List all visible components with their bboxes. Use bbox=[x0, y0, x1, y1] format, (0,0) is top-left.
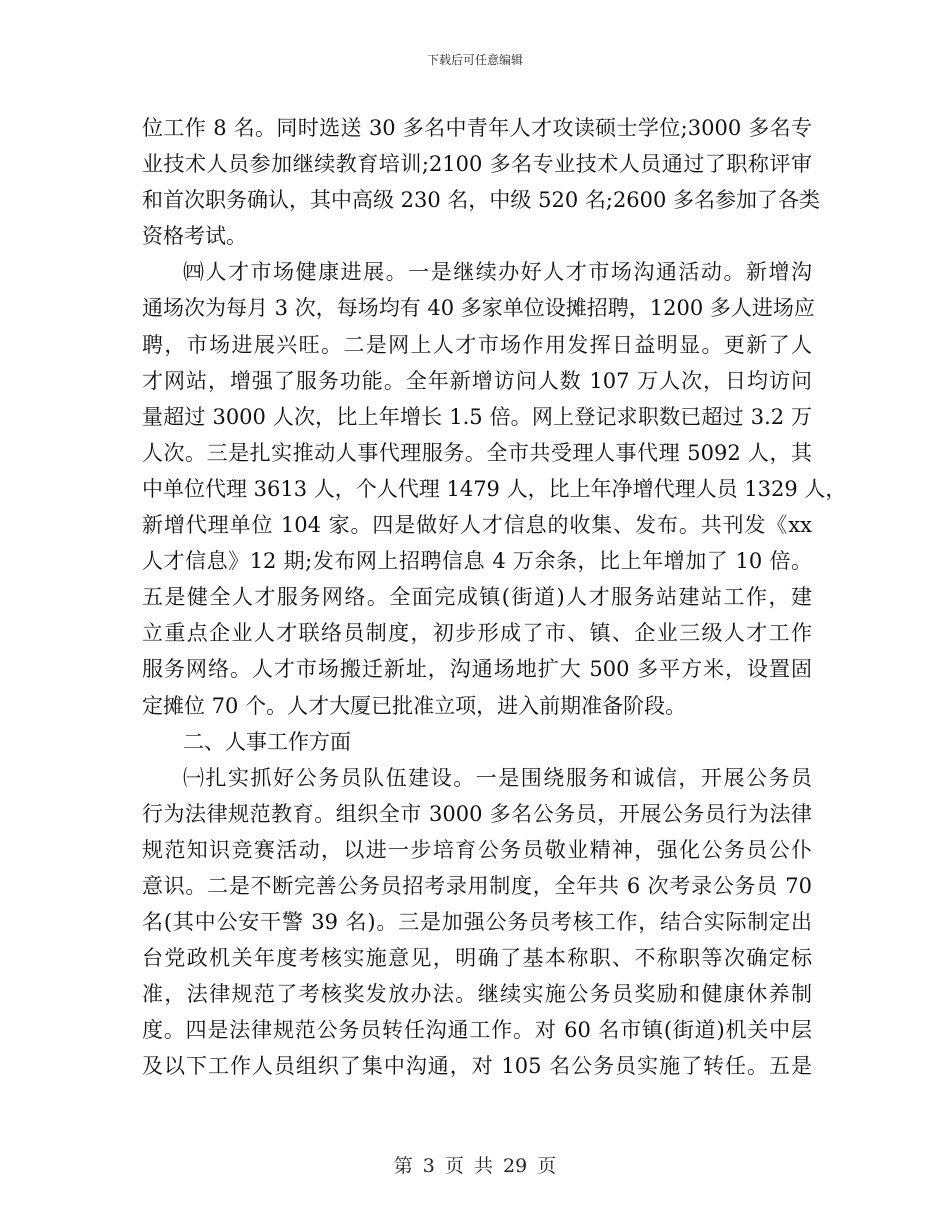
body-line: 通场次为每月 3 次，每场均有 40 多家单位设摊招聘，1200 多人进场应 bbox=[142, 296, 815, 321]
page-header: 下载后可任意编辑 bbox=[426, 53, 523, 67]
section-heading: 二、人事工作方面 bbox=[183, 729, 351, 754]
page-number-footer: 第 3 页 共 29 页 bbox=[393, 1155, 557, 1177]
body-line: 五是健全人才服务网络。全面完成镇(街道)人才服务站建站工作，建 bbox=[142, 585, 812, 610]
body-line: 位工作 8 名。同时选送 30 多名中青年人才攻读硕士学位;3000 多名专 bbox=[142, 116, 812, 140]
body-line: 人才信息》12 期;发布网上招聘信息 4 万余条，比上年增加了 10 倍。 bbox=[142, 549, 812, 574]
body-line: 名(其中公安干警 39 名)。三是加强公务员考核工作，结合实际制定出 bbox=[142, 910, 812, 935]
body-line: 聘，市场进展兴旺。二是网上人才市场作用发挥日益明显。更新了人 bbox=[142, 332, 812, 357]
body-line: 服务网络。人才市场搬迁新址，沟通场地扩大 500 多平方米，设置固 bbox=[142, 657, 812, 682]
paragraph-start-line: ㈠扎实抓好公务员队伍建设。一是围绕服务和诚信，开展公务员 bbox=[183, 765, 812, 790]
body-line: 才网站，增强了服务功能。全年新增访问人数 107 万人次，日均访问 bbox=[142, 368, 812, 393]
body-line: 资格考试。 bbox=[142, 224, 247, 249]
body-line: 立重点企业人才联络员制度，初步形成了市、镇、企业三级人才工作 bbox=[142, 621, 812, 646]
body-line: 业技术人员参加继续教育培训;2100 多名专业技术人员通过了职称评审 bbox=[142, 152, 812, 177]
body-line: 和首次职务确认，其中高级 230 名，中级 520 名;2600 多名参加了各类 bbox=[142, 188, 821, 213]
body-line: 量超过 3000 人次，比上年增长 1.5 倍。网上登记求职数已超过 3.2 万 bbox=[142, 404, 812, 429]
body-line: 人次。三是扎实推动人事代理服务。全市共受理人事代理 5092 人，其 bbox=[142, 440, 812, 465]
body-line: 台党政机关年度考核实施意见，明确了基本称职、不称职等次确定标 bbox=[142, 946, 812, 971]
body-line: 及以下工作人员组织了集中沟通，对 105 名公务员实施了转任。五是 bbox=[142, 1054, 812, 1079]
body-line: 准，法律规范了考核奖发放办法。继续实施公务员奖励和健康休养制 bbox=[142, 982, 812, 1007]
body-line: 规范知识竞赛活动，以进一步培育公务员敬业精神，强化公务员公仆 bbox=[142, 837, 812, 862]
document-body bbox=[142, 110, 847, 1085]
body-line: 中单位代理 3613 人，个人代理 1479 人，比上年净增代理人员 1329 人， bbox=[142, 476, 847, 501]
body-line: 新增代理单位 104 家。四是做好人才信息的收集、发布。共刊发《xx bbox=[142, 513, 812, 538]
body-line: 定摊位 70 个。人才大厦已批准立项，进入前期准备阶段。 bbox=[142, 693, 687, 718]
paragraph-start-line: ㈣人才市场健康进展。一是继续办好人才市场沟通活动。新增沟 bbox=[183, 260, 812, 285]
body-line: 意识。二是不断完善公务员招考录用制度，全年共 6 次考录公务员 70 bbox=[142, 873, 812, 898]
body-line: 度。四是法律规范公务员转任沟通工作。对 60 名市镇(街道)机关中层 bbox=[142, 1018, 812, 1043]
body-line: 行为法律规范教育。组织全市 3000 多名公务员，开展公务员行为法律 bbox=[142, 801, 812, 826]
